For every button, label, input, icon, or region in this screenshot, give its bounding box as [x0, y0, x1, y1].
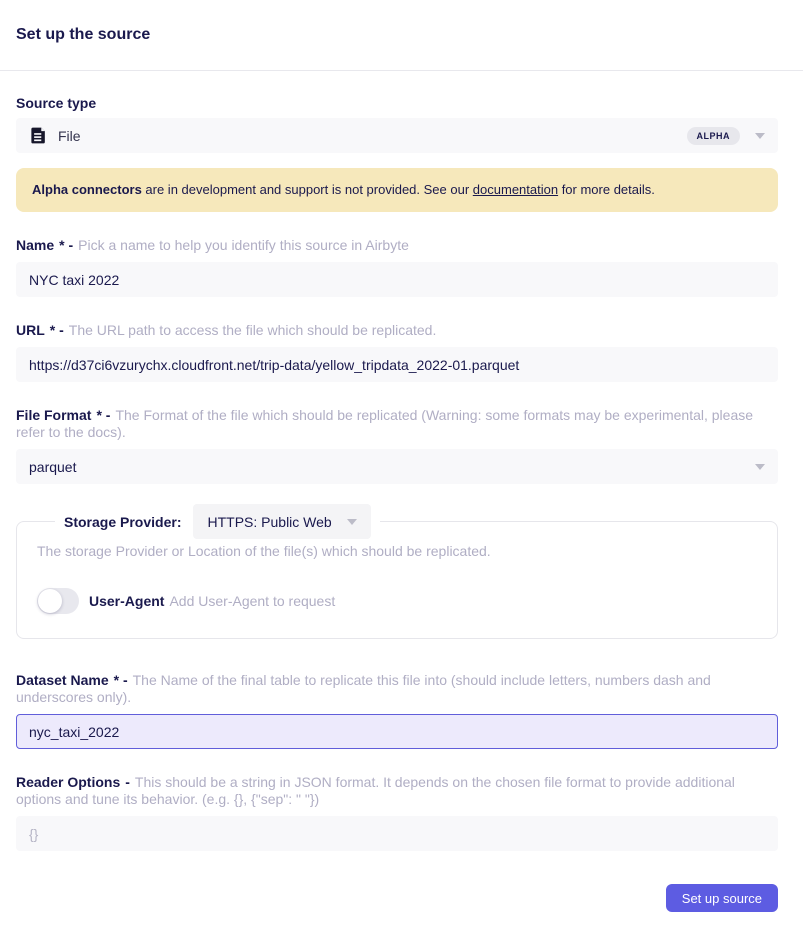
banner-end-text: for more details. — [558, 182, 655, 197]
documentation-link[interactable]: documentation — [472, 182, 559, 197]
alpha-warning-banner — [16, 168, 778, 212]
storage-provider-select[interactable] — [193, 504, 370, 539]
url-field-hint: The URL path to access the file which should be replicated. — [68, 322, 437, 338]
url-field-label: URL — [16, 322, 45, 338]
storage-provider-fieldset — [16, 504, 778, 639]
file-format-field-group — [16, 407, 778, 484]
reader-options-input[interactable] — [16, 816, 778, 851]
storage-provider-value: HTTPS: Public Web — [207, 513, 332, 530]
storage-provider-description: The storage Provider or Location of the file(s) which should be replicated. — [37, 543, 491, 559]
file-format-value: parquet — [29, 458, 77, 475]
name-field-hint: Pick a name to help you identify this source in Airbyte — [78, 237, 409, 253]
banner-middle-text: are in development and support is not provided. See our — [141, 182, 473, 197]
user-agent-label: User-Agent — [89, 593, 165, 609]
name-input[interactable] — [16, 262, 778, 297]
form-footer — [0, 851, 803, 928]
dataset-name-input[interactable] — [16, 714, 778, 749]
reader-options-field-label: Reader Options — [16, 774, 121, 790]
chevron-down-icon — [755, 133, 765, 139]
file-format-field-hint: The Format of the file which should be replicated (Warning: some formats may be experimental, please refer to the docs). — [16, 407, 754, 440]
page-title: Set up the source — [16, 26, 151, 43]
user-agent-toggle[interactable] — [37, 588, 79, 614]
setup-source-button[interactable]: Set up source — [666, 884, 778, 912]
source-type-label: Source type — [16, 95, 97, 111]
url-input[interactable] — [16, 347, 778, 382]
name-field-label: Name — [16, 237, 55, 253]
file-format-select[interactable] — [16, 449, 778, 484]
dataset-name-required-mark: * - — [113, 672, 128, 688]
storage-provider-legend — [55, 504, 380, 539]
name-required-mark: * - — [59, 237, 74, 253]
file-format-required-mark: * - — [96, 407, 111, 423]
source-type-select[interactable] — [16, 118, 778, 153]
dataset-name-field-group — [16, 672, 778, 749]
reader-options-field-group — [16, 774, 778, 851]
form-content — [0, 95, 803, 851]
reader-options-field-hint: This should be a string in JSON format. It depends on the chosen file format to provide additional options and tune its behavior. (e.g. {}, {"sep": " "}) — [16, 774, 735, 807]
user-agent-hint: Add User-Agent to request — [169, 593, 336, 609]
url-field-group — [16, 322, 778, 382]
chevron-down-icon — [347, 519, 357, 525]
storage-provider-label: Storage Provider: — [64, 513, 182, 530]
file-document-icon — [29, 126, 48, 145]
chevron-down-icon — [755, 464, 765, 470]
name-field-group — [16, 237, 778, 297]
banner-bold-text: Alpha connectors — [32, 182, 142, 197]
reader-options-dash: - — [125, 774, 130, 790]
dataset-name-field-label: Dataset Name — [16, 672, 109, 688]
file-format-field-label: File Format — [16, 407, 92, 423]
form-header — [0, 0, 803, 71]
alpha-badge: ALPHA — [687, 127, 741, 145]
dataset-name-field-hint: The Name of the final table to replicate this file into (should include letters, numbers dash and underscores only). — [16, 672, 711, 705]
url-required-mark: * - — [49, 322, 64, 338]
toggle-knob — [38, 589, 62, 613]
user-agent-toggle-row — [37, 588, 757, 614]
source-type-value: File — [58, 127, 81, 144]
